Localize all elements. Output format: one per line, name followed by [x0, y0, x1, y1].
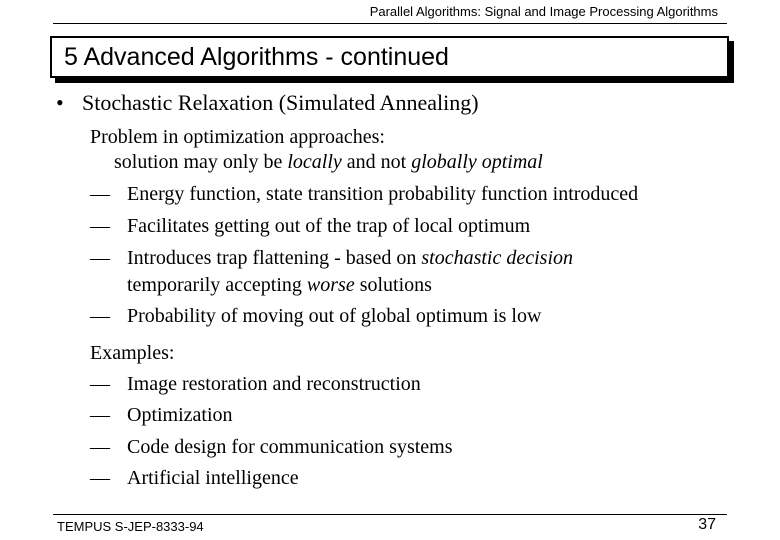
dash-icon: —	[90, 436, 110, 458]
problem-line-2a: solution may only be	[114, 151, 288, 173]
problem-line-2c: and not	[341, 151, 412, 173]
example-item-1: Image restoration and reconstruction	[127, 373, 421, 395]
title-box	[50, 36, 729, 78]
dash-icon: —	[90, 247, 110, 269]
problem-item-3-cont	[127, 273, 432, 297]
problem-item-3b: stochastic decision	[421, 247, 573, 269]
slide-title: 5 Advanced Algorithms - continued	[64, 43, 449, 71]
example-item-3: Code design for communication systems	[127, 436, 453, 458]
slide-header: Parallel Algorithms: Signal and Image Processing Algorithms	[369, 4, 718, 19]
problem-heading: Problem in optimization approaches:	[90, 126, 385, 148]
dash-icon: —	[90, 404, 110, 426]
problem-item-3c: temporarily accepting	[127, 274, 307, 296]
problem-item-4: Probability of moving out of global optimum is low	[127, 305, 542, 327]
example-item-2: Optimization	[127, 404, 233, 426]
problem-item-3e: solutions	[354, 274, 432, 296]
footer-project-id: TEMPUS S-JEP-8333-94	[57, 519, 204, 534]
header-rule	[53, 23, 727, 24]
footer-rule	[53, 514, 727, 515]
dash-icon: —	[90, 373, 110, 395]
main-bullet-text: Stochastic Relaxation (Simulated Annealing)	[82, 90, 479, 115]
problem-item-2: Facilitates getting out of the trap of local optimum	[127, 215, 531, 237]
problem-item-1: Energy function, state transition probability function introduced	[127, 183, 639, 205]
dash-icon: —	[90, 467, 110, 489]
problem-line-2b: locally	[287, 151, 342, 173]
page-number: 37	[698, 516, 716, 533]
bullet-icon: •	[56, 90, 64, 115]
main-bullet	[56, 90, 479, 116]
problem-item-3	[127, 246, 573, 270]
problem-line-2	[114, 150, 543, 174]
problem-item-3a: Introduces trap flattening - based on	[127, 247, 422, 269]
dash-icon: —	[90, 183, 110, 205]
problem-item-3d: worse	[306, 274, 355, 296]
problem-line-2d: globally optimal	[411, 151, 543, 173]
examples-heading: Examples:	[90, 342, 175, 364]
dash-icon: —	[90, 215, 110, 237]
dash-icon: —	[90, 305, 110, 327]
example-item-4: Artificial intelligence	[127, 467, 299, 489]
